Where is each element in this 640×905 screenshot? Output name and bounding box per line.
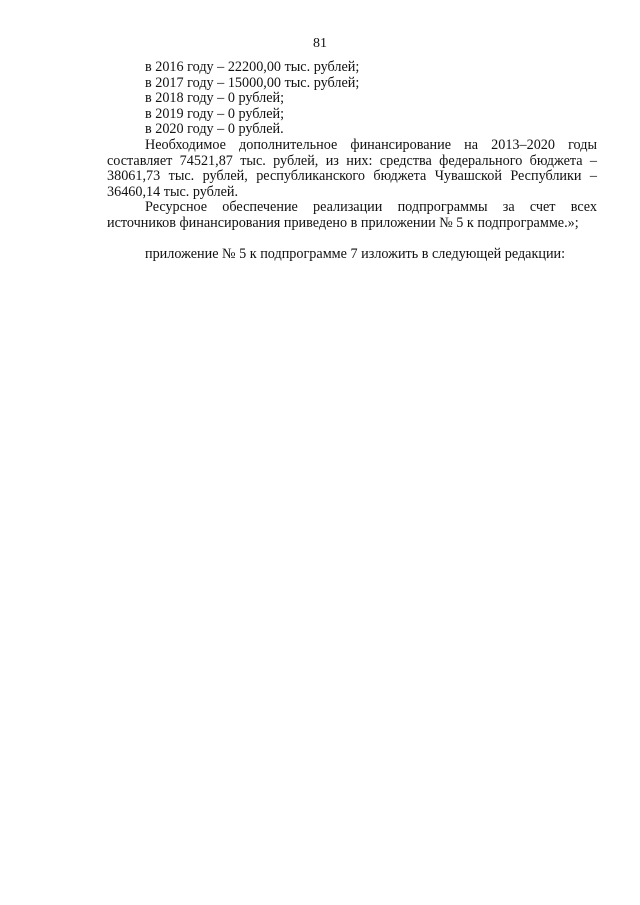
funding-line-2019: в 2019 году – 0 рублей;: [145, 105, 285, 122]
amendment-paragraph: приложение № 5 к подпрограмме 7 изложить в следующей редакции:: [145, 245, 566, 262]
resource-provision-paragraph: Ресурсное обеспечение реализации подпрограммы за счет всех источников финансирования приведено в приложении № 5 к подпрограмме.»;: [107, 199, 597, 231]
additional-financing-paragraph: Необходимое дополнительное финансирование на 2013–2020 годы составляет 74521,87 тыс. рублей, из них: средства федерального бюджета – 38061,73 тыс. рублей, республиканского бюджета Чувашской Республики – 36460,14 тыс. рублей.: [107, 136, 597, 200]
funding-line-2020: в 2020 году – 0 рублей.: [145, 121, 284, 138]
funding-line-2017: в 2017 году – 15000,00 тыс. рублей;: [145, 74, 360, 91]
page-number: 81: [313, 36, 327, 51]
document-body: [107, 60, 597, 262]
funding-line-2018: в 2018 году – 0 рублей;: [145, 90, 285, 107]
funding-line-2016: в 2016 году – 22200,00 тыс. рублей;: [145, 59, 360, 75]
paragraph-spacer: [107, 232, 597, 247]
